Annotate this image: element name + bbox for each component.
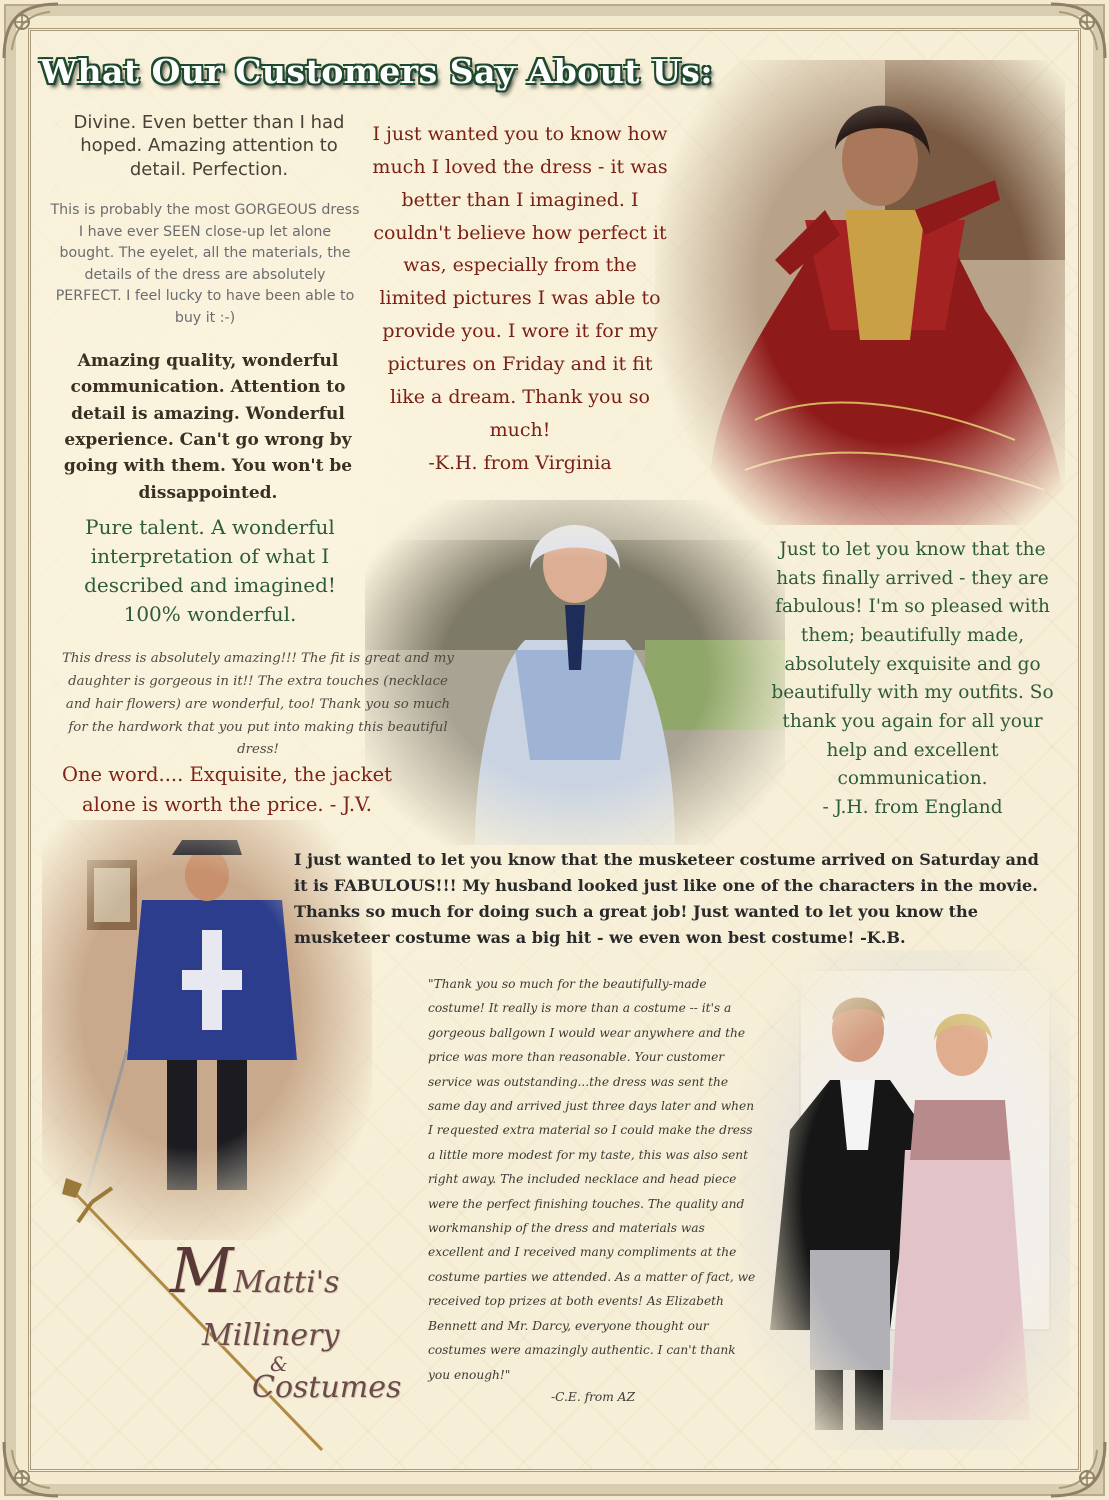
testimonial-jh-england: Just to let you know that the hats finally arrived - they are fabulous! I'm so pleased with them; beautifully made, absolutely exquisite and go beautifully with my outfits. So thank you again for all your help and excellent communication. - J.H. from England bbox=[771, 539, 1054, 819]
logo-line-3 bbox=[252, 1370, 401, 1405]
logo-line-2-text: Millinery bbox=[202, 1318, 340, 1353]
page-title: What Our Customers Say About Us: bbox=[40, 52, 714, 91]
testimonial-amazing-quality: Amazing quality, wonderful communication. Attention to detail is amazing. Wonderful experience. Can't go wrong by going with them. You won't be dissappointed. bbox=[63, 351, 353, 503]
testimonial-pure-talent: Pure talent. A wonderful interpretation of what I described and imagined! 100% wonderful. bbox=[84, 515, 336, 626]
testimonial-divine: Divine. Even better than I had hoped. Amazing attention to detail. Perfection. bbox=[73, 112, 345, 180]
corner-ornament-icon bbox=[1047, 0, 1109, 62]
testimonial-jv: One word.... Exquisite, the jacket alone is worth the price. - J.V. bbox=[62, 763, 392, 817]
sword-icon bbox=[52, 1170, 422, 1460]
logo-line-3-text: Costumes bbox=[252, 1370, 402, 1405]
photo-regency-couple bbox=[740, 950, 1070, 1450]
testimonial-kb-musketeer: I just wanted to let you know that the musketeer costume arrived on Saturday and it is FABULOUS!!! My husband looked just like one of the characters in the movie. Thanks so much for doing such a great job! Just wanted to let you know the musketeer costume was a big hit - we even won best costume! -K.B. bbox=[294, 850, 1039, 948]
testimonial-ce-az-signature: -C.E. from AZ bbox=[551, 1389, 635, 1404]
photo-red-gown bbox=[655, 60, 1065, 525]
logo-line-2 bbox=[202, 1318, 339, 1353]
logo-ampersand: & bbox=[270, 1352, 288, 1376]
testimonial-daughter-dress: This dress is absolutely amazing!!! The fit is great and my daughter is gorgeous in it!! The extra touches (necklace and hair flowers) are wonderful, too! Thank you so much for the hardwork that you put into making this beautiful dress! bbox=[62, 651, 454, 758]
brand-logo bbox=[52, 1170, 422, 1460]
testimonial-ce-az-body: "Thank you so much for the beautifully-made costume! It really is more than a costume -- it's a gorgeous ballgown I would wear anywhere and the price was more than reasonable. Your customer service was outstanding...the dress was sent the same day and arrived just three days later and when I requested extra material so I could make the dress a little more modest for my taste, this was also sent right away. The included necklace and head piece were the perfect finishing touches. The quality and workmanship of the dress and materials was excellent and I received many compliments at the costume parties we attended. As a matter of fact, we received top prizes at both events! As Elizabeth Bennett and Mr. Darcy, everyone thought our costumes were amazingly authentic. I can't thank you enough!" bbox=[428, 977, 756, 1382]
testimonial-kh-virginia: I just wanted you to know how much I loved the dress - it was better than I imagined. I couldn't believe how perfect it was, especially from the limited pictures I was able to provide you. I wore it for my pictures on Friday and it fit like a dream. Thank you so much! -K.H. from Virginia bbox=[372, 123, 668, 474]
testimonial-ce-az bbox=[428, 972, 758, 1409]
testimonial-gorgeous: This is probably the most GORGEOUS dress I have ever SEEN close-up let alone bought. The eyelet, all the materials, the details of the dress are absolutely PERFECT. I feel lucky to have been able to buy it :-) bbox=[50, 202, 360, 326]
logo-line-1-text: Matti's bbox=[233, 1265, 340, 1300]
logo-line-1: MMatti's bbox=[170, 1234, 340, 1307]
